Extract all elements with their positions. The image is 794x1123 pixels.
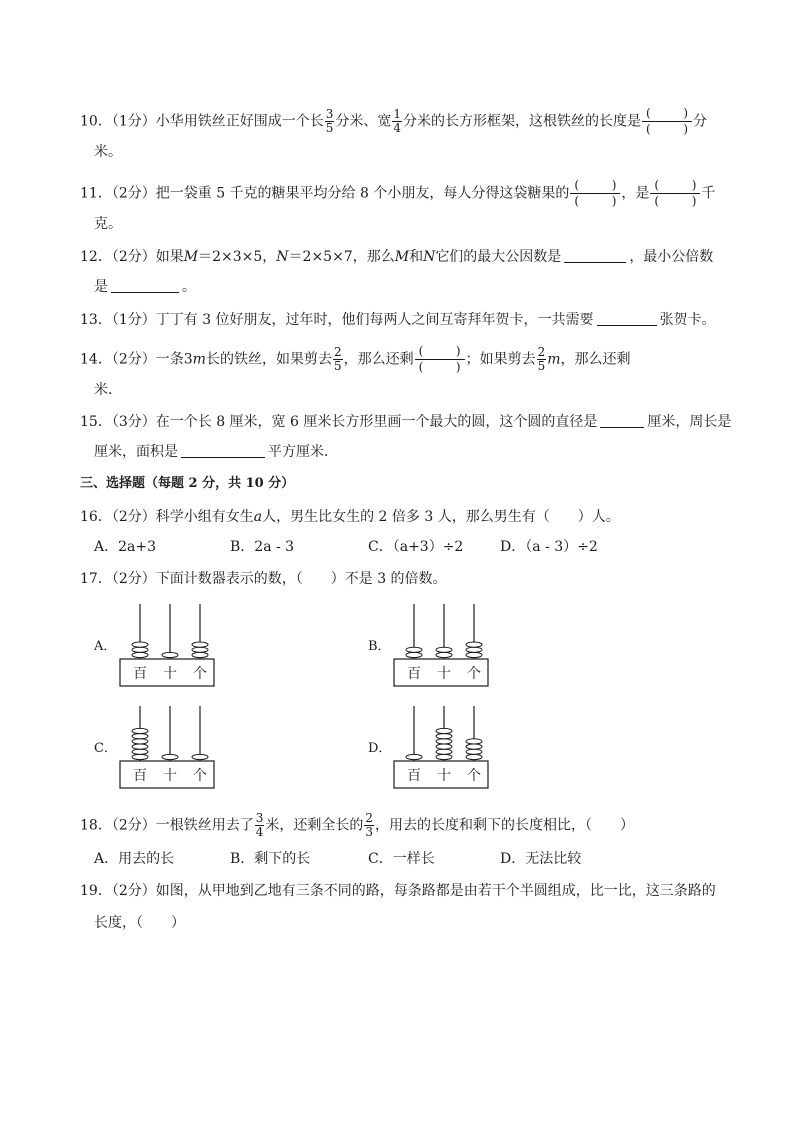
- abacus-option-c[interactable]: [94, 704, 224, 792]
- abacus-bead: [132, 647, 148, 652]
- question-number: 12．: [80, 249, 112, 265]
- question-number: 14．: [80, 351, 112, 368]
- unit: m: [547, 351, 561, 368]
- fraction: [364, 812, 374, 839]
- question-text: ＝2×5×7，那么: [288, 249, 395, 265]
- question-score: （2分）: [111, 509, 156, 525]
- abacus-option-b[interactable]: [368, 602, 498, 690]
- question-text: ，最小公倍数: [629, 249, 714, 265]
- abacus-bead: [132, 728, 148, 733]
- fraction-numerator: 1: [393, 107, 402, 121]
- question-text: 如图，从甲地到乙地有三条不同的路，每条路都是由若干个半圆组成，比一比，这三条路的: [155, 883, 716, 899]
- option-d[interactable]: [500, 849, 581, 869]
- fraction-numerator: 2: [537, 345, 546, 359]
- option-c[interactable]: [368, 537, 463, 557]
- question-text: 张贺卡。: [659, 312, 716, 328]
- answer-blank[interactable]: [564, 248, 626, 263]
- question-text: 厘米，周长是: [647, 414, 732, 430]
- paren-left: (: [574, 194, 580, 208]
- option-a[interactable]: [94, 537, 156, 557]
- question-text: 一条: [155, 351, 184, 368]
- question-17: [80, 569, 447, 589]
- paren-right: ): [691, 194, 697, 208]
- option-b[interactable]: [230, 537, 294, 557]
- fraction-numerator: 2: [333, 345, 342, 359]
- answer-fraction-blank[interactable]: [570, 178, 620, 209]
- answer-blank[interactable]: [181, 443, 265, 458]
- option-text: 剩下的长: [254, 851, 311, 867]
- question-14-continuation: 米.: [94, 382, 113, 398]
- abacus-bead: [192, 647, 208, 652]
- question-15: [80, 412, 731, 432]
- question-score: （3分）: [111, 414, 156, 430]
- fraction-denominator: 5: [333, 359, 342, 373]
- question-text: 和: [409, 249, 424, 265]
- abacus-bead: [436, 749, 452, 754]
- paren-right: ): [455, 360, 461, 374]
- abacus-bead: [436, 734, 452, 739]
- abacus-bead: [132, 754, 148, 759]
- fraction: [255, 812, 265, 839]
- question-text: 在一个长 8 厘米，宽 6 厘米长方形里画一个最大的圆，这个圆的直径是: [155, 414, 598, 430]
- variable-m: M: [394, 249, 410, 265]
- question-number: 11．: [80, 185, 112, 202]
- fraction-numerator: 2: [365, 811, 374, 825]
- paren-left: (: [418, 360, 424, 374]
- question-text: 人，男生比女生的 2 倍多 3 人，那么男生有（ ）人。: [262, 509, 620, 525]
- option-label: D．: [500, 539, 526, 555]
- question-text: 把一袋重 5 千克的糖果平均分给 8 个小朋友，每人分得这袋糖果的: [155, 185, 570, 202]
- question-score: （2分）: [111, 351, 156, 368]
- question-text: 分米的长方形框架，这根铁丝的长度是: [403, 113, 642, 130]
- section-heading: 三、选择题（每题 2 分，共 10 分）: [80, 476, 295, 491]
- fraction: [392, 108, 402, 135]
- question-14: [80, 344, 631, 375]
- paren-left: (: [646, 106, 651, 120]
- option-a[interactable]: [94, 849, 174, 869]
- question-text: 小华用铁丝正好围成一个长: [155, 113, 324, 130]
- question-text: ，是: [621, 185, 650, 202]
- question-score: （1分）: [111, 312, 156, 328]
- fraction-numerator: 3: [255, 811, 264, 825]
- abacus-bead: [162, 754, 178, 759]
- paren-right: ): [683, 122, 689, 136]
- place-label: 个: [193, 666, 207, 682]
- question-number: 15．: [80, 414, 112, 430]
- option-text: 一样长: [392, 851, 435, 867]
- question-19-continuation: 长度，（ ）: [94, 915, 185, 931]
- question-number: 19．: [80, 883, 112, 899]
- option-text: 2a - 3: [254, 539, 295, 555]
- question-text: ；如果剪去: [465, 351, 536, 368]
- place-label: 百: [133, 666, 147, 682]
- question-18: [80, 812, 634, 839]
- place-label: 十: [437, 768, 451, 784]
- abacus-bead: [192, 754, 208, 759]
- option-label: C．: [368, 539, 393, 555]
- question-number: 10．: [80, 113, 112, 130]
- option-text: 无法比较: [525, 851, 582, 867]
- answer-fraction-blank[interactable]: [642, 106, 692, 137]
- fraction-denominator: 4: [255, 825, 264, 839]
- place-label: 十: [437, 666, 451, 682]
- answer-blank[interactable]: [597, 311, 657, 326]
- place-label: 百: [407, 666, 421, 682]
- abacus-bead: [466, 754, 482, 759]
- option-text: 2a+3: [118, 539, 157, 555]
- question-11-continuation: 克。: [94, 216, 122, 232]
- question-text: 是: [94, 279, 108, 295]
- abacus-bead: [132, 739, 148, 744]
- abacus-bead: [192, 652, 208, 657]
- paren-left: (: [654, 194, 660, 208]
- question-text: 平方厘米．: [268, 444, 338, 460]
- abacus-bead: [132, 652, 148, 657]
- variable-n: N: [423, 249, 436, 265]
- abacus-bead: [132, 734, 148, 739]
- question-score: （1分）: [111, 113, 156, 130]
- unit: m: [192, 351, 206, 368]
- quantity: 3: [183, 351, 193, 368]
- option-label: C．: [368, 851, 393, 867]
- fraction: [325, 108, 335, 135]
- option-c[interactable]: [368, 849, 435, 869]
- paren-right: ): [455, 344, 461, 358]
- place-label: 十: [163, 768, 177, 784]
- variable-n: N: [276, 249, 289, 265]
- option-label: A．: [94, 851, 119, 867]
- question-text: 长的铁丝，如果剪去: [205, 351, 332, 368]
- question-score: （2分）: [111, 883, 156, 899]
- paren-left: (: [574, 178, 580, 192]
- question-11: [80, 178, 715, 209]
- place-label: 个: [193, 768, 207, 784]
- abacus-bead: [192, 642, 208, 647]
- question-score: （2分）: [111, 185, 156, 202]
- option-text: （a+3）÷2: [392, 539, 464, 555]
- variable-a: a: [253, 509, 263, 525]
- option-d[interactable]: [500, 537, 598, 557]
- abacus-bead: [436, 739, 452, 744]
- variable-m: M: [183, 249, 199, 265]
- option-text: 用去的长: [118, 851, 175, 867]
- abacus-option-d[interactable]: [368, 704, 498, 792]
- fraction-denominator: 5: [537, 359, 546, 373]
- question-text: 厘米，面积是: [94, 444, 178, 460]
- fraction-denominator: 3: [365, 825, 374, 839]
- fraction-denominator: 4: [393, 121, 402, 135]
- question-text: ，那么还剩: [343, 351, 414, 368]
- question-text: 分: [693, 113, 708, 130]
- question-text: 分米、宽: [335, 113, 392, 130]
- paren-right: ): [611, 178, 617, 192]
- question-10: [80, 106, 707, 137]
- question-15-continuation: [94, 442, 338, 462]
- abacus-bead: [406, 647, 422, 652]
- abacus-bead: [406, 652, 422, 657]
- abacus-bead: [132, 749, 148, 754]
- abacus-bead: [162, 652, 178, 657]
- question-12-continuation: [94, 277, 196, 297]
- abacus-label: A．: [94, 639, 117, 654]
- answer-blank[interactable]: [600, 413, 644, 428]
- paren-right: ): [611, 194, 617, 208]
- paren-right: ): [691, 178, 697, 192]
- abacus-bead: [436, 652, 452, 657]
- question-12: [80, 247, 713, 267]
- abacus-option-a[interactable]: [94, 602, 224, 690]
- abacus-bead: [436, 754, 452, 759]
- abacus-bead: [466, 642, 482, 647]
- fraction-numerator: 3: [325, 107, 334, 121]
- answer-fraction-blank[interactable]: [415, 344, 465, 375]
- place-label: 百: [407, 768, 421, 784]
- option-label: A．: [94, 539, 119, 555]
- abacus-bead: [466, 652, 482, 657]
- fraction: [333, 346, 343, 373]
- answer-blank[interactable]: [111, 278, 179, 293]
- question-number: 16．: [80, 509, 112, 525]
- question-text: ，用去的长度和剩下的长度相比，（ ）: [375, 817, 635, 834]
- paren-left: (: [646, 122, 651, 136]
- question-score: （2分）: [111, 249, 156, 265]
- question-number: 18．: [80, 817, 112, 834]
- question-16: [80, 507, 620, 527]
- question-number: 17．: [80, 571, 112, 587]
- abacus-bead: [436, 744, 452, 749]
- question-text: 千: [701, 185, 716, 202]
- abacus-bead: [436, 647, 452, 652]
- abacus-bead: [466, 744, 482, 749]
- question-score: （2分）: [111, 571, 156, 587]
- fraction-denominator: 5: [325, 121, 334, 135]
- option-text: （a - 3）÷2: [525, 539, 598, 555]
- abacus-label: C．: [94, 741, 117, 756]
- abacus-bead: [132, 642, 148, 647]
- question-score: （2分）: [111, 817, 156, 834]
- abacus-bead: [132, 744, 148, 749]
- question-text: 下面计数器表示的数，（ ）不是 3 的倍数。: [155, 571, 447, 587]
- question-text: 。: [182, 279, 196, 295]
- abacus-bead: [466, 739, 482, 744]
- place-label: 个: [467, 768, 481, 784]
- abacus-bead: [466, 749, 482, 754]
- paren-left: (: [654, 178, 660, 192]
- abacus-label: D．: [368, 741, 392, 756]
- paren-left: (: [418, 344, 424, 358]
- question-text: 米，还剩全长的: [265, 817, 364, 834]
- question-10-continuation: 米。: [94, 144, 122, 160]
- option-label: D．: [500, 851, 526, 867]
- question-text: 科学小组有女生: [155, 509, 254, 525]
- question-text: ，那么还剩: [560, 351, 631, 368]
- abacus-bead: [436, 728, 452, 733]
- question-number: 13．: [80, 312, 112, 328]
- abacus-label: B．: [368, 639, 391, 654]
- place-label: 百: [133, 768, 147, 784]
- abacus-bead: [406, 754, 422, 759]
- question-text: 丁丁有 3 位好朋友，过年时，他们每两人之间互寄拜年贺卡，一共需要: [155, 312, 594, 328]
- place-label: 十: [163, 666, 177, 682]
- option-b[interactable]: [230, 849, 310, 869]
- question-13: [80, 310, 716, 330]
- abacus-bead: [466, 647, 482, 652]
- answer-fraction-blank[interactable]: [650, 178, 700, 209]
- place-label: 个: [467, 666, 481, 682]
- question-text: 一根铁丝用去了: [155, 817, 254, 834]
- question-text: ＝2×3×5，: [198, 249, 277, 265]
- option-label: B．: [230, 539, 255, 555]
- fraction: [537, 346, 547, 373]
- paren-right: ): [683, 106, 689, 120]
- question-text: 它们的最大公因数是: [435, 249, 562, 265]
- question-text: 如果: [155, 249, 184, 265]
- question-19: [80, 881, 716, 901]
- option-label: B．: [230, 851, 255, 867]
